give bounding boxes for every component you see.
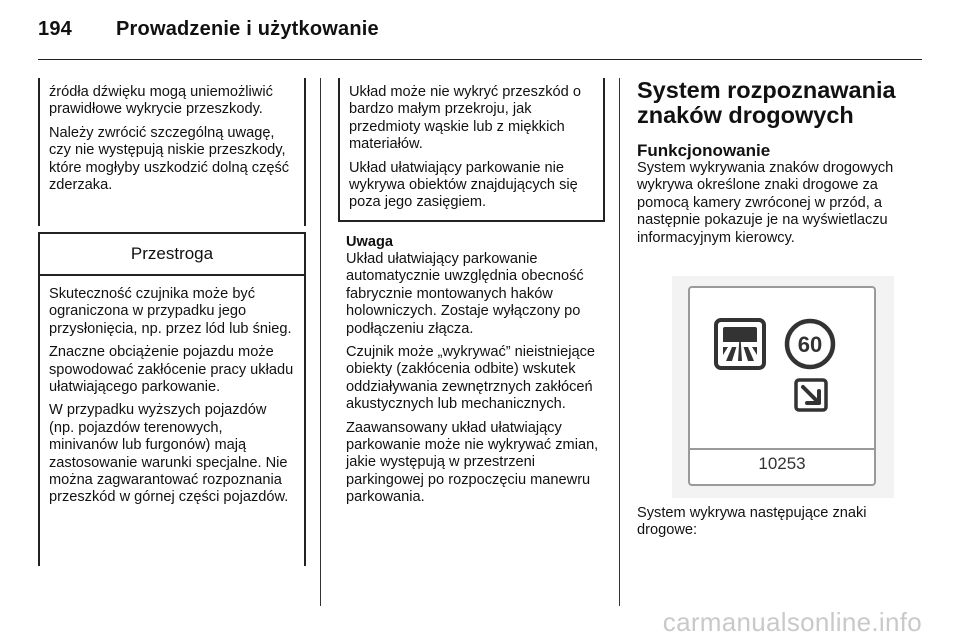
subsection-heading: Funkcjonowanie xyxy=(637,141,771,160)
paragraph: Znaczne obciążenie pojazdu może spowodować zakłócenie pracy układu ułatwiającego parkowanie. xyxy=(49,344,294,396)
figure-display xyxy=(672,276,894,498)
paragraph: System wykrywa następujące znaki drogowe: xyxy=(637,505,867,539)
header xyxy=(38,18,379,41)
right-column-bottom xyxy=(637,505,903,546)
paragraph: źródła dźwięku mogą uniemożliwić prawidłowe wykrycie przeszkody. xyxy=(49,84,273,118)
header-rule xyxy=(38,59,922,60)
caution-title: Przestroga xyxy=(40,232,304,276)
paragraph: System wykrywania znaków drogowych wykrywa określone znaki drogowe za pomocą kamery zwróconej w przód, a następnie pokazuje je na wyświetlaczu informacyjnym kierowcy. xyxy=(637,160,894,246)
paragraph: Układ może nie wykryć przeszkód o bardzo małym przekroju, jak przedmioty wąskie lub z miękkich materiałów. xyxy=(349,84,581,153)
watermark: carmanualsonline.info xyxy=(662,607,922,637)
display-divider xyxy=(690,448,874,450)
paragraph: W przypadku wyższych pojazdów (np. pojazdów terenowych, minivanów lub furgonów) mają zastosowanie warunki specjalne. Nie można zagwarantować rozpoznania przeszkód w górnej części pojazdów. xyxy=(49,402,289,506)
speed-limit-value: 60 xyxy=(797,332,823,357)
speed-limit-icon xyxy=(784,318,836,370)
warning-continuation-box xyxy=(38,78,306,226)
motorway-sign-icon xyxy=(714,318,766,370)
paragraph: Czujnik może „wykrywać” nieistniejące obiekty (zakłócenia odbite) wskutek oddziaływania zewnętrznych zakłóceń akustycznych lub mechanicznych. xyxy=(346,344,595,413)
column-divider-2 xyxy=(619,78,620,606)
right-column xyxy=(637,78,903,253)
display-panel xyxy=(688,286,876,486)
figure-code: 10253 xyxy=(758,454,806,473)
section-heading: System rozpoznawania znaków drogowych xyxy=(637,77,896,128)
chapter-title: Prowadzenie i użytkowanie xyxy=(116,18,379,40)
arrow-down-right-icon xyxy=(794,378,828,412)
note-title: Uwaga xyxy=(346,234,394,250)
paragraph: Układ ułatwiający parkowanie nie wykrywa obiektów znajdujących się poza jego zasięgiem. xyxy=(349,159,578,211)
warning-box xyxy=(338,78,605,222)
caution-box xyxy=(38,232,306,566)
paragraph: Zaawansowany układ ułatwiający parkowanie może nie wykrywać zmian, jakie występują w przestrzeni parkingowej po rozpoczęciu manewru parkowania. xyxy=(346,419,599,506)
page-number: 194 xyxy=(38,18,72,40)
note-section xyxy=(346,234,608,513)
paragraph: Skuteczność czujnika może być ograniczona w przypadku jego przysłonięcia, np. przez lód lub śnieg. xyxy=(49,286,292,337)
paragraph: Układ ułatwiający parkowanie automatycznie uwzględnia obecność fabrycznie montowanych haków holowniczych. Zostaje wyłączony po podłączeniu złącza. xyxy=(346,251,584,337)
paragraph: Należy zwrócić szczególną uwagę, czy nie występują niskie przeszkody, które mogłyby uszkodzić dolną część zderzaka. xyxy=(49,124,290,194)
column-divider-1 xyxy=(320,78,321,606)
